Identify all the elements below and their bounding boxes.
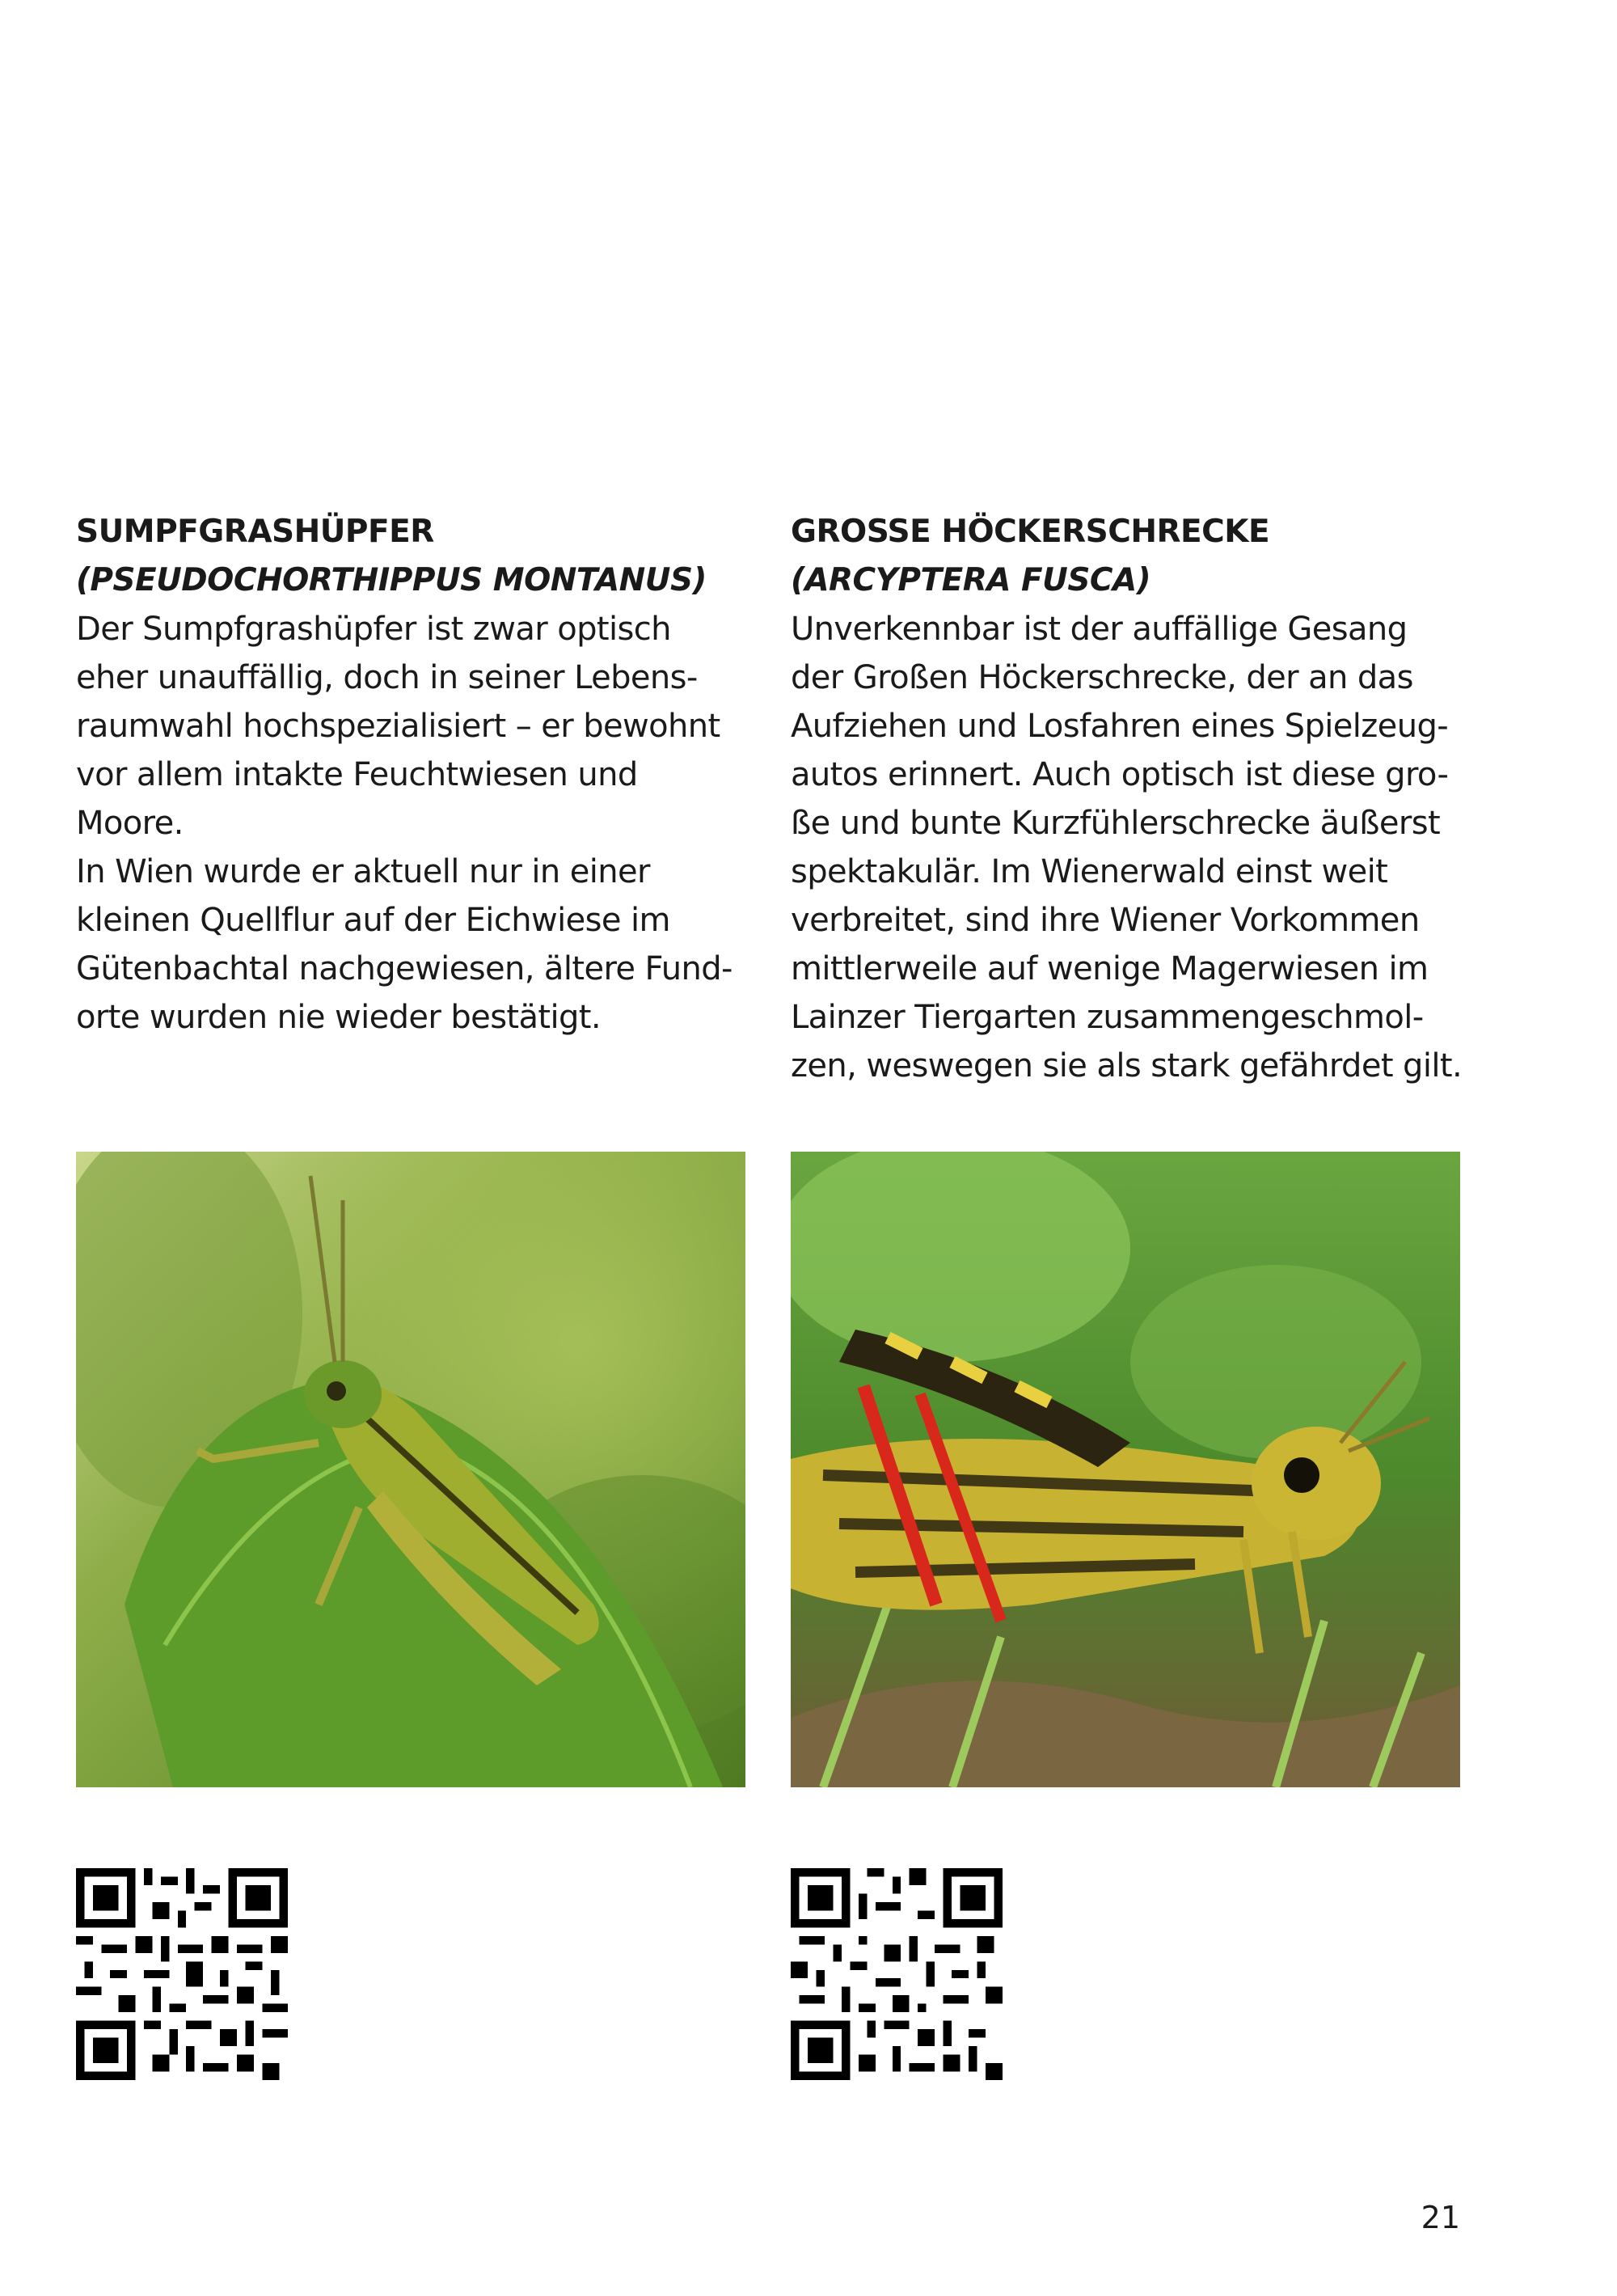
article-sumpfgrashuepfer bbox=[76, 508, 787, 1042]
page-number: 21 bbox=[1421, 2200, 1460, 2235]
text-line: mittlerweile auf wenige Magerwiesen im bbox=[791, 950, 1429, 987]
text-line: Gütenbachtal nachgewiesen, ältere Fund- bbox=[76, 950, 733, 987]
text-line: vor allem intakte Feuchtwiesen und bbox=[76, 756, 638, 793]
text-line: eher unauffällig, doch in seiner Lebens- bbox=[76, 659, 698, 696]
species-scientific-name: (ARCYPTERA FUSCA) bbox=[791, 562, 1151, 598]
text-line: Moore. bbox=[76, 805, 184, 842]
article-grosse-hoeckerschrecke bbox=[791, 508, 1502, 1090]
grosse-hoeckerschrecke-photo bbox=[791, 1152, 1460, 1787]
text-line: spektakulär. Im Wienerwald einst weit bbox=[791, 853, 1388, 890]
text-line: Der Sumpfgrashüpfer ist zwar optisch bbox=[76, 611, 671, 648]
sumpfgrashuepfer-photo bbox=[76, 1152, 745, 1787]
species-scientific-name: (PSEUDOCHORTHIPPUS MONTANUS) bbox=[76, 562, 707, 598]
text-line: zen, weswegen sie als stark gefährdet gilt. bbox=[791, 1047, 1463, 1085]
species-description bbox=[791, 605, 1502, 1090]
text-line: Aufziehen und Losfahren eines Spielzeug- bbox=[791, 708, 1449, 745]
species-title: GROSSE HÖCKERSCHRECKE bbox=[791, 514, 1270, 550]
species-title: SUMPFGRASHÜPFER bbox=[76, 514, 434, 550]
text-line: Unverkennbar ist der auffällige Gesang bbox=[791, 611, 1408, 648]
text-line: orte wurden nie wieder bestätigt. bbox=[76, 999, 602, 1036]
text-line: raumwahl hochspezialisiert – er bewohnt bbox=[76, 708, 720, 745]
text-line: ße und bunte Kurzfühlerschrecke äußerst bbox=[791, 805, 1441, 842]
text-line: In Wien wurde er aktuell nur in einer bbox=[76, 853, 650, 890]
text-line: der Großen Höckerschrecke, der an das bbox=[791, 659, 1413, 696]
text-line: autos erinnert. Auch optisch ist diese gro- bbox=[791, 756, 1449, 793]
species-description bbox=[76, 605, 787, 1042]
text-line: kleinen Quellflur auf der Eichwiese im bbox=[76, 902, 670, 939]
text-line: verbreitet, sind ihre Wiener Vorkommen bbox=[791, 902, 1420, 939]
qr-code-sumpfgrashuepfer[interactable] bbox=[76, 1868, 288, 2080]
qr-code-grosse-hoeckerschrecke[interactable] bbox=[791, 1868, 1003, 2080]
text-line: Lainzer Tiergarten zusammengeschmol- bbox=[791, 999, 1424, 1036]
